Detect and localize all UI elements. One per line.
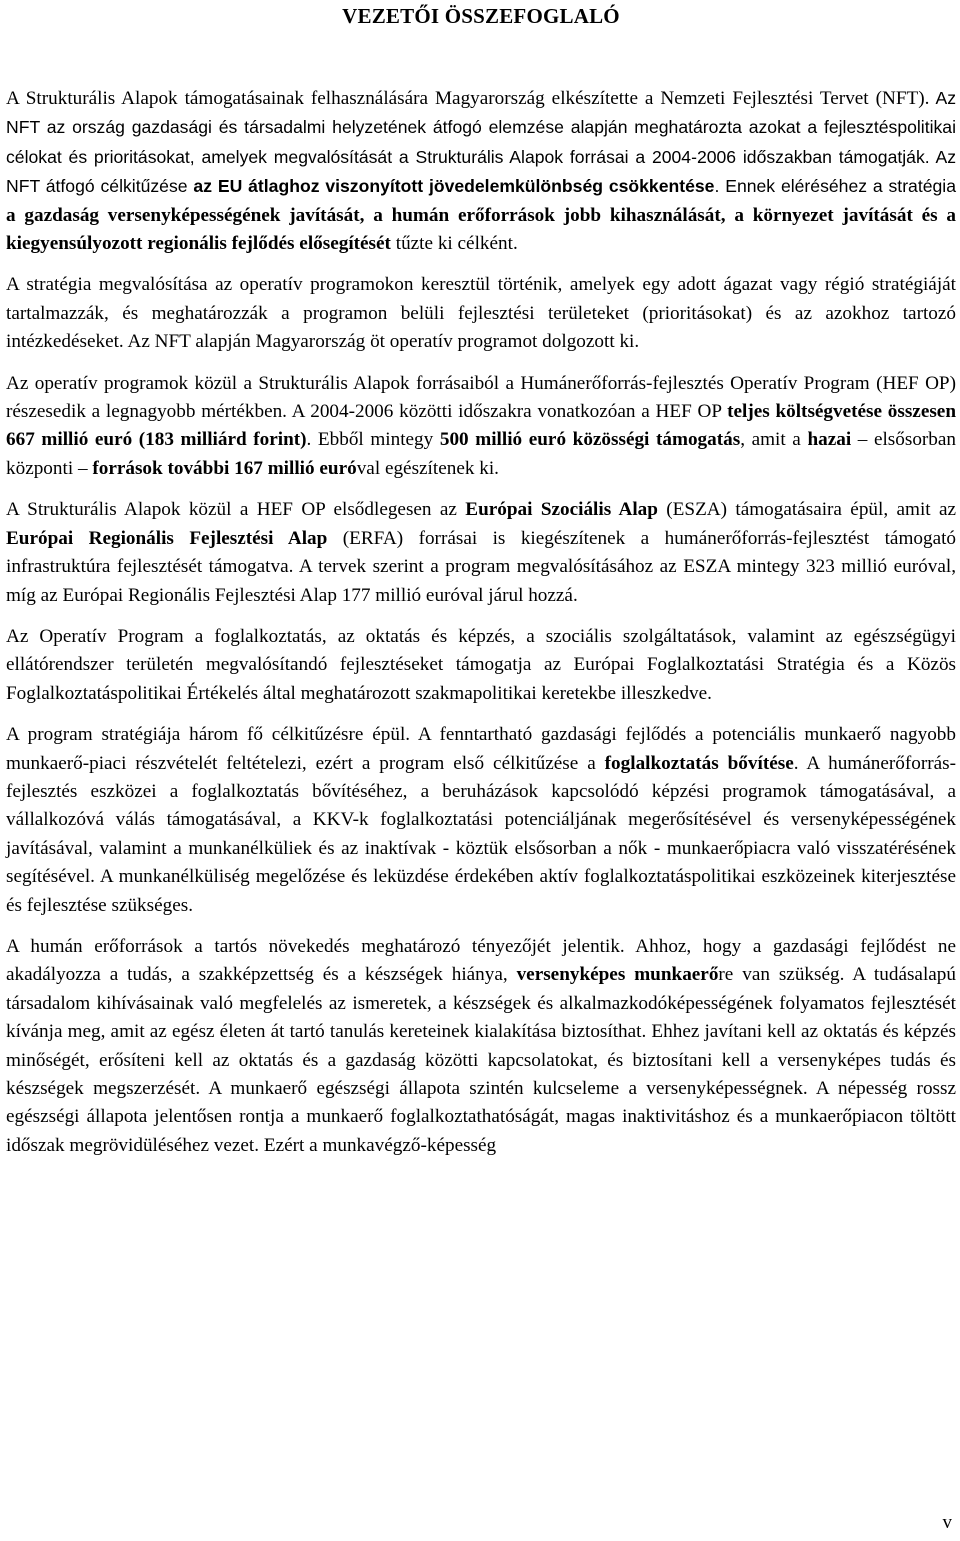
text-run: Az operatív programok közül a Strukturális Alapok forrásaiból a Humánerőforrás-fejlesztés Operatív Program (HEF OP) részesedik a legnagyobb mértékben. A 2004-2006 közötti időszakra vonatkozóan a HEF OP xyxy=(6,372,956,423)
bold-run: Európai Szociális Alap xyxy=(465,499,658,521)
page-title: VEZETŐI ÖSSZEFOGLALÓ xyxy=(342,4,620,28)
text-run: (ERFA) forrásai is kiegészítenek a humánerőforrás-fejlesztést támogató infrastruktúra fejlesztését támogatva. A tervek szerint a program megvalósításához az ESZA mintegy 323 millió euróval, míg az Európai Regionális Fejlesztési Alap 177 millió euróval járul hozzá. xyxy=(6,527,957,606)
paragraph-funds xyxy=(6,496,956,610)
text-run: re van szükség. A tudásalapú társadalom kihívásainak való megfelelés az ismeretek, a készségek és alkalmazkodóképességének folyamatos fejlesztését kívánja meg, amit az egész életen át tartó tanulás kereteinek kialakítása biztosíthat. Ehhez javítani kell az oktatás és képzés minőségét, erősíteni kell az oktatás és a gazdaság közötti kapcsolatokat, és biztosítani kell a versenyképes tudás és készségek megszerzését. A munkaerő egészségi állapota szintén kulcseleme a versenyképességnek. A népesség rossz egészségi állapota jelentősen rontja a munkaerő foglalkoztathatóságát, magas inaktivitáshoz és a munkaerőpiacon töltött időszak megrövidüléséhez vezet. Ezért a munkavégző-képesség xyxy=(6,964,956,1156)
text-run: A Strukturális Alapok támogatásainak felhasználására Magyarország elkészítette a Nemzeti Fejlesztési Tervet (NFT). xyxy=(6,88,930,109)
bold-run: 500 millió euró közösségi támogatás xyxy=(439,429,741,451)
paragraph-hef-op-budget xyxy=(6,370,956,484)
paragraph-nft-intro xyxy=(6,84,956,258)
text-run: val egészítenek ki. xyxy=(356,457,499,479)
bold-run: Európai Regionális Fejlesztési Alap xyxy=(6,527,328,549)
bold-run: foglalkoztatás bővítése xyxy=(604,752,794,774)
text-run-sans: Az NFT az ország gazdasági és társadalmi helyzetének átfogó elemzése alapján meghatározta azokat a fejlesztéspolitikai célokat és prioritásokat, amelyek megvalósítását a Strukturális Alapok forrásai a 2004-2006 időszakban támogatják. Az NFT átfogó célkitűzése xyxy=(6,88,957,197)
text-run: , amit a xyxy=(740,429,808,451)
bold-run: versenyképes munkaerő xyxy=(516,964,719,986)
text-run: tűzte ki célként. xyxy=(390,233,518,255)
paragraph-operative-programs: A stratégia megvalósítása az operatív programokon keresztül történik, amelyek egy adott ágazat vagy régió stratégiáját tartalmazzák, és meghatározzák a programon belüli fejlesztési területeket (prioritásokat) és az azokhoz tartozó intézkedéseket. Az NFT alapján Magyarország öt operatív programot dolgozott ki. xyxy=(6,274,956,353)
paragraph-operative-program-scope: Az Operatív Program a foglalkoztatás, az oktatás és képzés, a szociális szolgáltatások, valamint az egészségügyi ellátórendszer területén megvalósítandó fejlesztéseket támogatja az Európai Foglalkoztatási Stratégia és a Közös Foglalkoztatáspolitikai Értékelés által meghatározott szakmapolitikai keretekbe illeszkedve. xyxy=(6,625,956,704)
text-run: (ESZA) támogatásaira épül, amit az xyxy=(657,499,956,521)
text-run: . Ebből mintegy xyxy=(306,429,440,451)
document-page xyxy=(6,0,956,1160)
text-run: A humán erőforrások a tartós növekedés meghatározó tényezőjét jelentik. Ahhoz, hogy a gazdasági fejlődést ne akadályozza a tudás, a szakképzettség és a készségek hiánya, xyxy=(6,935,956,986)
page-number: v xyxy=(942,1512,952,1533)
bold-run: teljes költségvetése összesen 667 millió euró (183 milliárd forint) xyxy=(6,401,956,451)
text-run-sans: . Ennek eléréséhez a stratégia xyxy=(714,176,956,197)
paragraph-human-resources xyxy=(6,933,956,1160)
bold-run: a gazdaság versenyképességének javítását, a humán erőforrások jobb kihasználását, a környezet javítását és a kiegyensúlyozott regionális fejlődés elősegítését xyxy=(6,204,956,255)
text-run: A Strukturális Alapok közül a HEF OP elsődlegesen az xyxy=(6,499,466,521)
text-run: – elsősorban központi – xyxy=(6,429,957,479)
bold-run: források további 167 millió euró xyxy=(92,457,357,479)
text-run: A program stratégiája három fő célkitűzésre épül. A fenntartható gazdasági fejlődés a potenciális munkaerő nagyobb munkaerő-piaci részvételét feltételezi, ezért a program első célkitűzése a xyxy=(6,724,956,774)
bold-run: hazai xyxy=(807,429,852,451)
paragraph-strategy xyxy=(6,721,956,920)
text-run: . A humánerőforrás-fejlesztés eszközei a foglalkoztatás bővítéséhez, a beruházások kapcsolódó képzési programok támogatásával, a vállalkozóvá válás támogatásával, a KKV-k foglalkoztatási potenciáljának megerősítésével és versenyképességének javításával, valamint a munkanélküliek és az inaktívak - köztük elsősorban a nők - munkaerőpiacra való visszatérésének segítésével. A munkanélküliség megelőzése és leküzdése érdekében aktív foglalkoztatáspolitikai eszközeinek kiterjesztése és fejlesztése szükséges. xyxy=(6,752,956,916)
bold-run: az EU átlaghoz viszonyított jövedelemkülönbség csökkentése xyxy=(193,176,715,197)
